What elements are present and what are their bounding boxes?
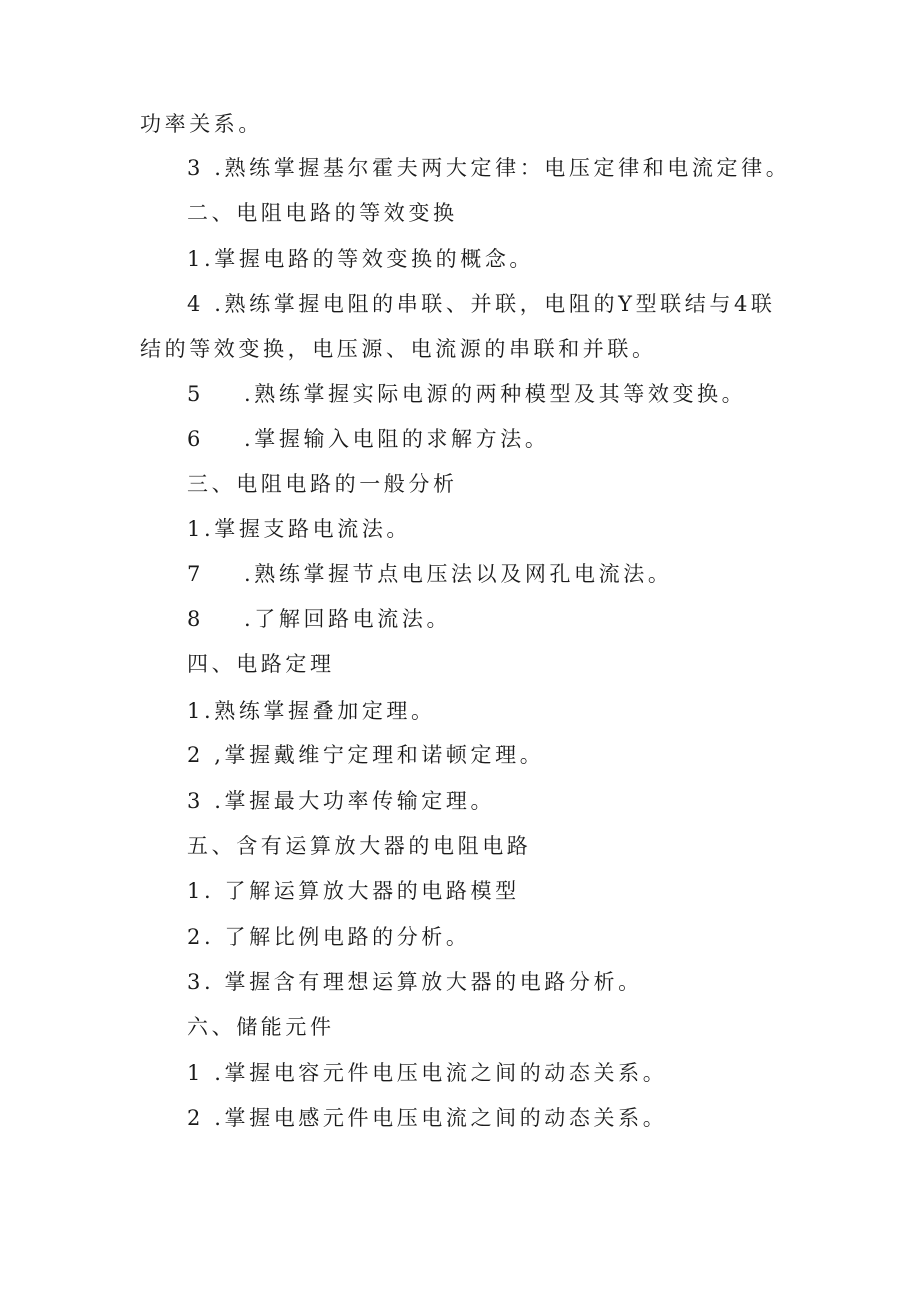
section-heading: 六、储能元件 <box>187 1015 335 1039</box>
section-heading: 五、含有运算放大器的电阻电路 <box>187 834 532 858</box>
text-line: 3. 掌握含有理想运算放大器的电路分析。 <box>187 970 643 994</box>
list-text: .掌握输入电阻的求解方法。 <box>243 427 550 451</box>
text-line: 2 .掌握电感元件电压电流之间的动态关系。 <box>187 1106 668 1130</box>
text-line: 3 .掌握最大功率传输定理。 <box>187 789 496 813</box>
list-item <box>187 425 549 453</box>
text-line: 结的等效变换，电压源、电流源的串联和并联。 <box>140 337 657 361</box>
text-line: 1.熟练掌握叠加定理。 <box>187 699 436 723</box>
text-line: 2 ,掌握戴维宁定理和诺顿定理。 <box>187 743 545 767</box>
section-heading: 二、电阻电路的等效变换 <box>187 201 458 225</box>
list-item <box>187 605 451 633</box>
section-heading: 四、电路定理 <box>187 652 335 676</box>
list-number: 7 <box>187 562 204 586</box>
list-number: 5 <box>187 382 204 406</box>
list-text: .了解回路电流法。 <box>243 607 452 631</box>
list-text: .熟练掌握实际电源的两种模型及其等效变换。 <box>243 382 747 406</box>
list-number: 8 <box>187 607 204 631</box>
text-line: 1 .掌握电容元件电压电流之间的动态关系。 <box>187 1061 668 1085</box>
text-line: 3 .熟练掌握基尔霍夫两大定律：电压定律和电流定律。 <box>187 156 791 180</box>
list-text: .熟练掌握节点电压法以及网孔电流法。 <box>243 562 673 586</box>
section-heading: 三、电阻电路的一般分析 <box>187 472 458 496</box>
text-line: 功率关系。 <box>140 112 263 136</box>
list-number: 6 <box>187 427 204 451</box>
text-line: 1.掌握支路电流法。 <box>187 517 412 541</box>
text-line: 1. 了解运算放大器的电路模型 <box>187 879 520 903</box>
text-line: 2. 了解比例电路的分析。 <box>187 925 471 949</box>
list-item <box>187 560 672 588</box>
text-line: 1.掌握电路的等效变换的概念。 <box>187 247 535 271</box>
text-line: 4 .熟练掌握电阻的串联、并联，电阻的Y型联结与4联 <box>187 292 776 316</box>
list-item <box>187 380 746 408</box>
